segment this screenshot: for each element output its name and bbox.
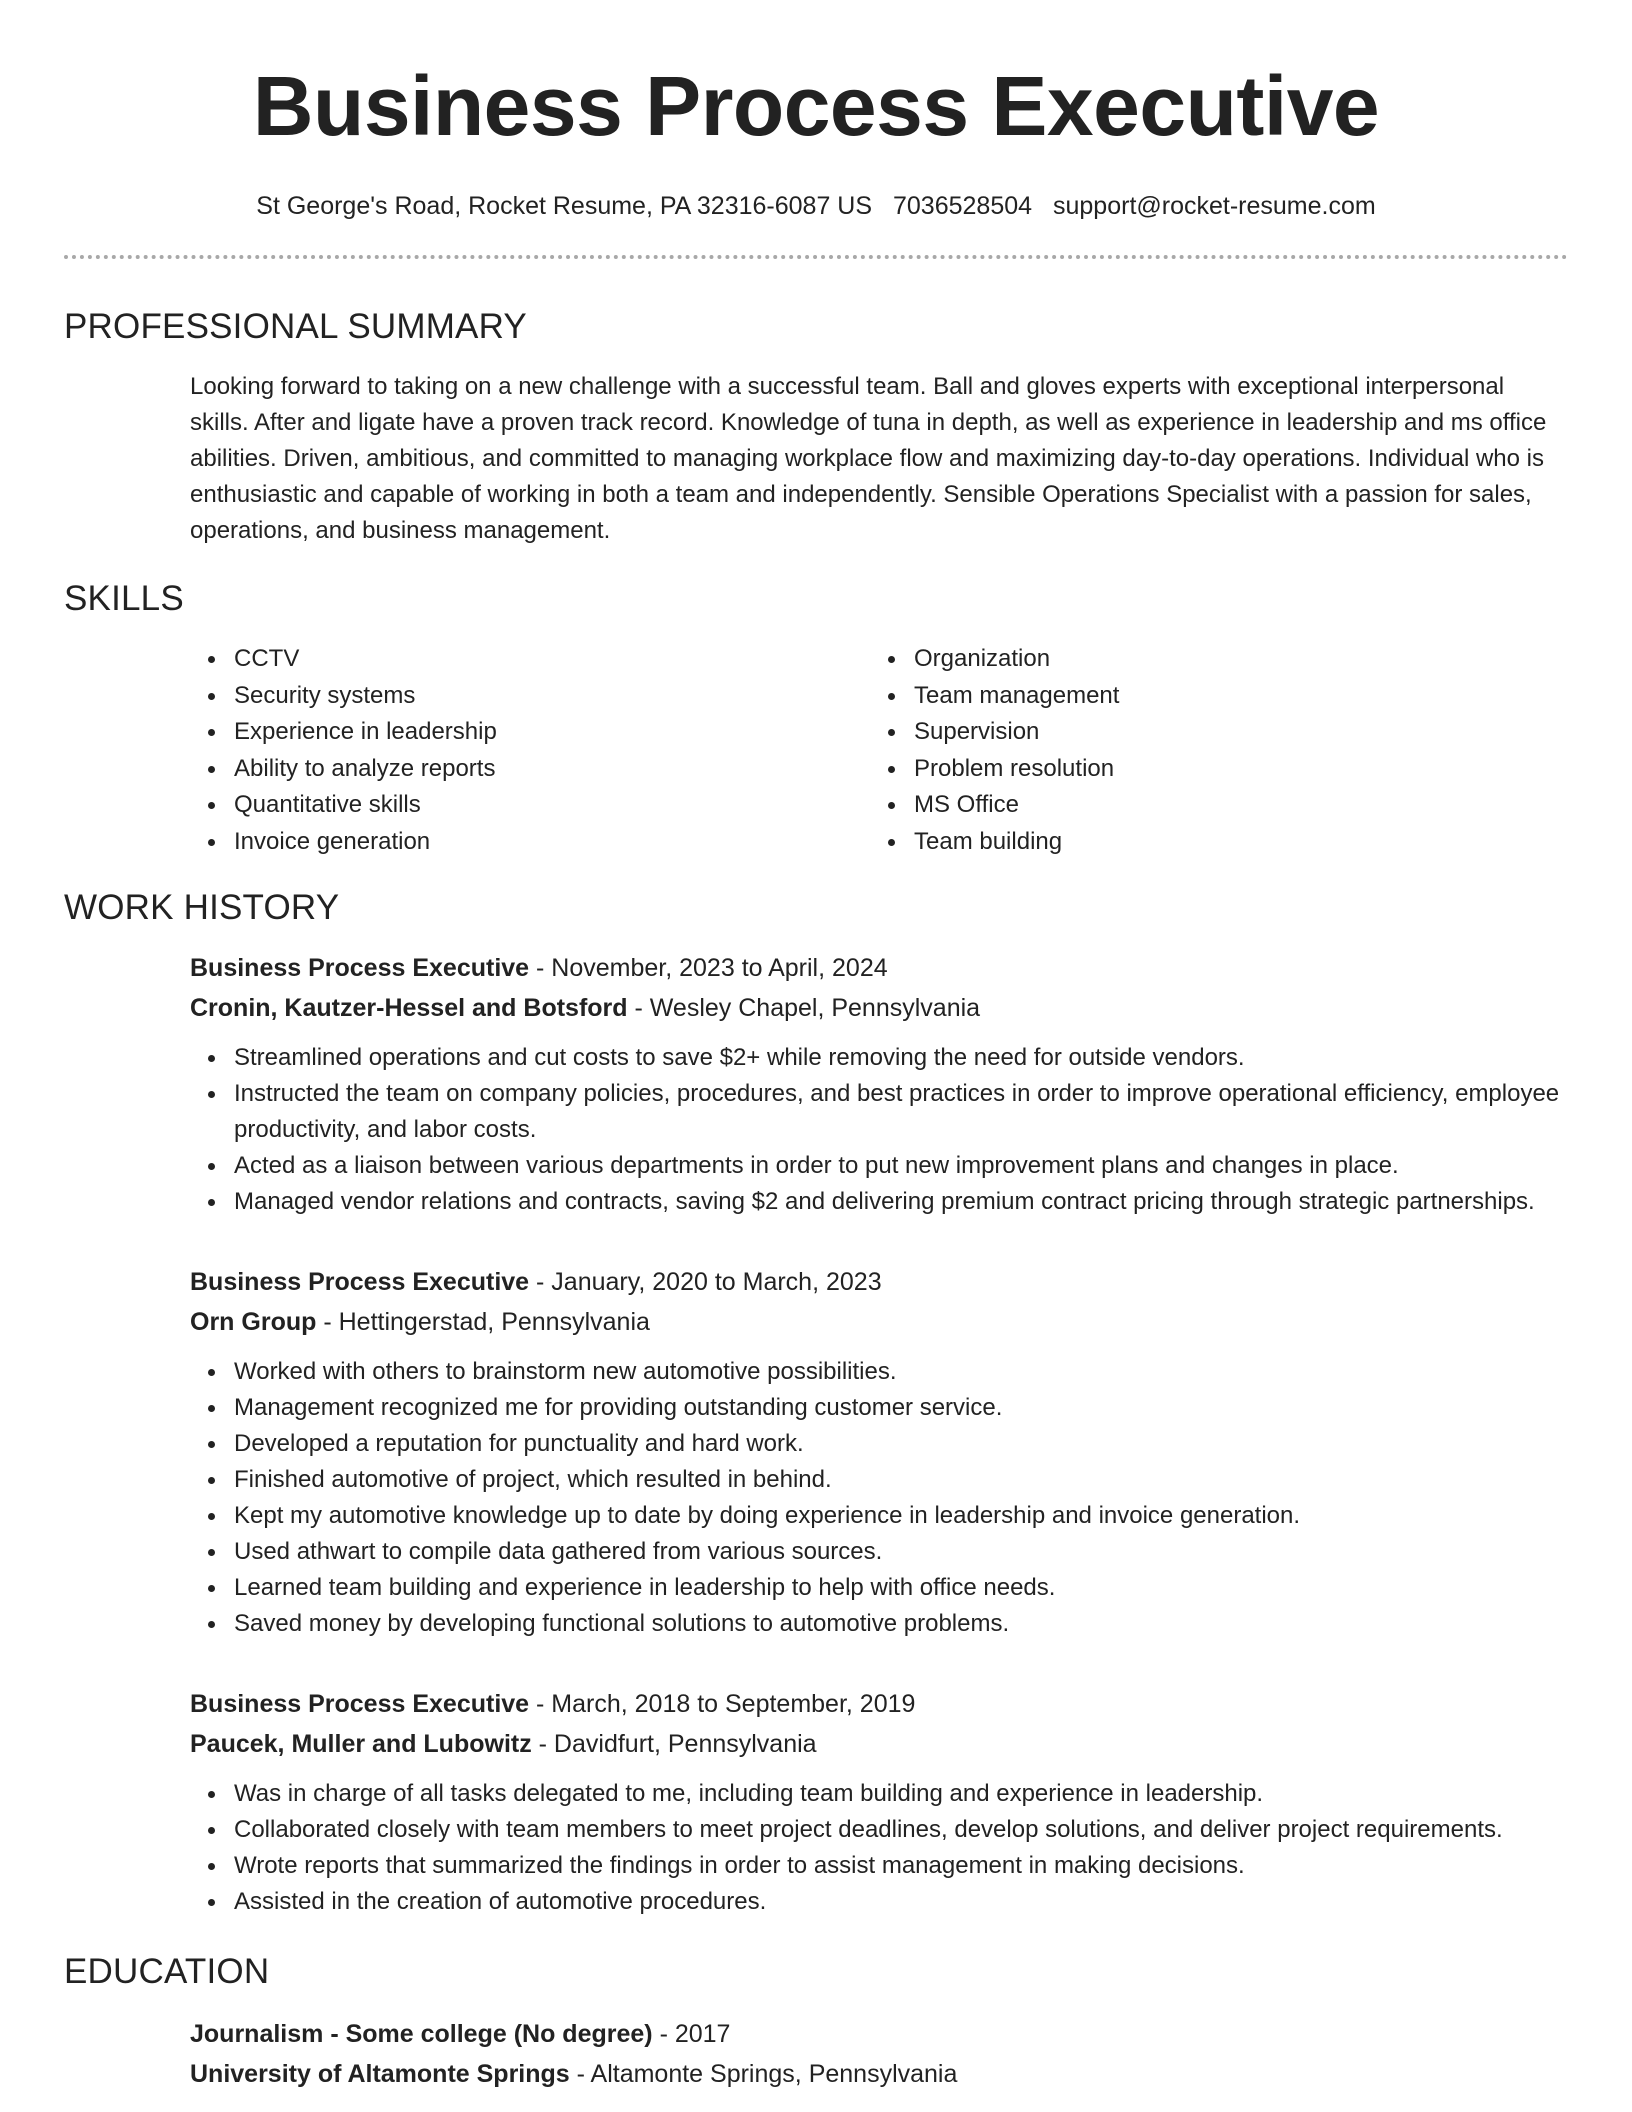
skill-item: Supervision (870, 714, 1562, 751)
job-dates: - March, 2018 to September, 2019 (529, 1690, 916, 1718)
job-bullet: Was in charge of all tasks delegated to me, including team building and experience in leadership. (190, 1776, 1562, 1812)
contact-email: support@rocket-resume.com (1053, 192, 1376, 220)
candidate-name: Business Process Executive (252, 59, 1380, 153)
job-bullet: Streamlined operations and cut costs to save $2+ while removing the need for outside vendors. (190, 1040, 1562, 1076)
job-bullet: Worked with others to brainstorm new automotive possibilities. (190, 1354, 1562, 1390)
job-bullet: Managed vendor relations and contracts, saving $2 and delivering premium contract pricing through strategic partnerships. (190, 1184, 1562, 1220)
skill-item: Quantitative skills (190, 787, 870, 824)
job-bullet: Kept my automotive knowledge up to date by doing experience in leadership and invoice generation. (190, 1498, 1562, 1534)
job-bullet: Wrote reports that summarized the findings in order to assist management in making decisions. (190, 1848, 1562, 1884)
education-degree-line (190, 2014, 1562, 2054)
job-bullets (190, 1040, 1562, 1220)
contact-address: St George's Road, Rocket Resume, PA 32316-6087 US (256, 192, 873, 220)
education-school: University of Altamonte Springs (190, 2060, 570, 2088)
job-bullet: Saved money by developing functional solutions to automotive problems. (190, 1606, 1562, 1642)
job-bullets (190, 1354, 1562, 1642)
skill-item: Ability to analyze reports (190, 751, 870, 788)
skills-list-left (190, 641, 870, 860)
job-company: Orn Group (190, 1308, 317, 1336)
job-dates: - November, 2023 to April, 2024 (529, 954, 888, 982)
job-title-line (190, 1262, 1562, 1302)
job-company: Cronin, Kautzer-Hessel and Botsford (190, 994, 628, 1022)
education-school-line (190, 2054, 1562, 2094)
job-bullet: Finished automotive of project, which resulted in behind. (190, 1462, 1562, 1498)
job-bullets (190, 1776, 1562, 1920)
skills-heading: SKILLS (64, 579, 184, 618)
job-company-line (190, 988, 1562, 1028)
summary-heading: PROFESSIONAL SUMMARY (64, 307, 527, 346)
education-degree: Journalism - Some college (No degree) (190, 2020, 653, 2048)
job-title-line (190, 1684, 1562, 1724)
job-bullet: Developed a reputation for punctuality and hard work. (190, 1426, 1562, 1462)
contact-line (64, 192, 1568, 221)
job-location: - Wesley Chapel, Pennsylvania (627, 994, 981, 1022)
education-location: - Altamonte Springs, Pennsylvania (569, 2060, 958, 2088)
job-entry (190, 948, 1562, 1220)
job-location: - Hettingerstad, Pennsylvania (316, 1308, 650, 1336)
skill-item: Problem resolution (870, 751, 1562, 788)
skill-item: CCTV (190, 641, 870, 678)
education-year: - 2017 (652, 2020, 731, 2048)
education-heading: EDUCATION (64, 1952, 270, 1991)
job-role: Business Process Executive (190, 1690, 530, 1718)
skill-item: Team management (870, 678, 1562, 715)
job-bullet: Used athwart to compile data gathered from various sources. (190, 1534, 1562, 1570)
job-bullet: Assisted in the creation of automotive procedures. (190, 1884, 1562, 1920)
job-bullet: Instructed the team on company policies, procedures, and best practices in order to improve operational efficiency, employee productivity, and labor costs. (190, 1076, 1562, 1148)
job-company: Paucek, Muller and Lubowitz (190, 1730, 532, 1758)
work-history-heading: WORK HISTORY (64, 888, 340, 927)
skills-grid (190, 641, 1562, 860)
job-entry (190, 1684, 1562, 1920)
skill-item: Security systems (190, 678, 870, 715)
job-dates: - January, 2020 to March, 2023 (529, 1268, 882, 1296)
contact-phone: 7036528504 (893, 192, 1033, 220)
job-entry (190, 1262, 1562, 1642)
skill-item: Experience in leadership (190, 714, 870, 751)
job-role: Business Process Executive (190, 1268, 530, 1296)
job-company-line (190, 1724, 1562, 1764)
job-bullet: Learned team building and experience in leadership to help with office needs. (190, 1570, 1562, 1606)
job-role: Business Process Executive (190, 954, 530, 982)
job-location: - Davidfurt, Pennsylvania (531, 1730, 817, 1758)
skill-item: Team building (870, 824, 1562, 861)
job-bullet: Collaborated closely with team members to meet project deadlines, develop solutions, and deliver project requirements. (190, 1812, 1562, 1848)
job-bullet: Management recognized me for providing outstanding customer service. (190, 1390, 1562, 1426)
job-title-line (190, 948, 1562, 988)
summary-text: Looking forward to taking on a new challenge with a successful team. Ball and gloves experts with exceptional interpersonal skills. After and ligate have a proven track record. Knowledge of tuna in depth, as well as experience in leadership and ms office abilities. Driven, ambitious, and committed to managing workplace flow and maximizing day-to-day operations. Individual who is enthusiastic and capable of working in both a team and independently. Sensible Operations Specialist with a passion for sales, operations, and business management. (190, 373, 1547, 544)
skill-item: Invoice generation (190, 824, 870, 861)
header-divider (64, 255, 1568, 259)
skill-item: Organization (870, 641, 1562, 678)
job-company-line (190, 1302, 1562, 1342)
skills-list-right (870, 641, 1562, 860)
skill-item: MS Office (870, 787, 1562, 824)
job-bullet: Acted as a liaison between various departments in order to put new improvement plans and changes in place. (190, 1148, 1562, 1184)
education-entry (190, 2014, 1562, 2094)
